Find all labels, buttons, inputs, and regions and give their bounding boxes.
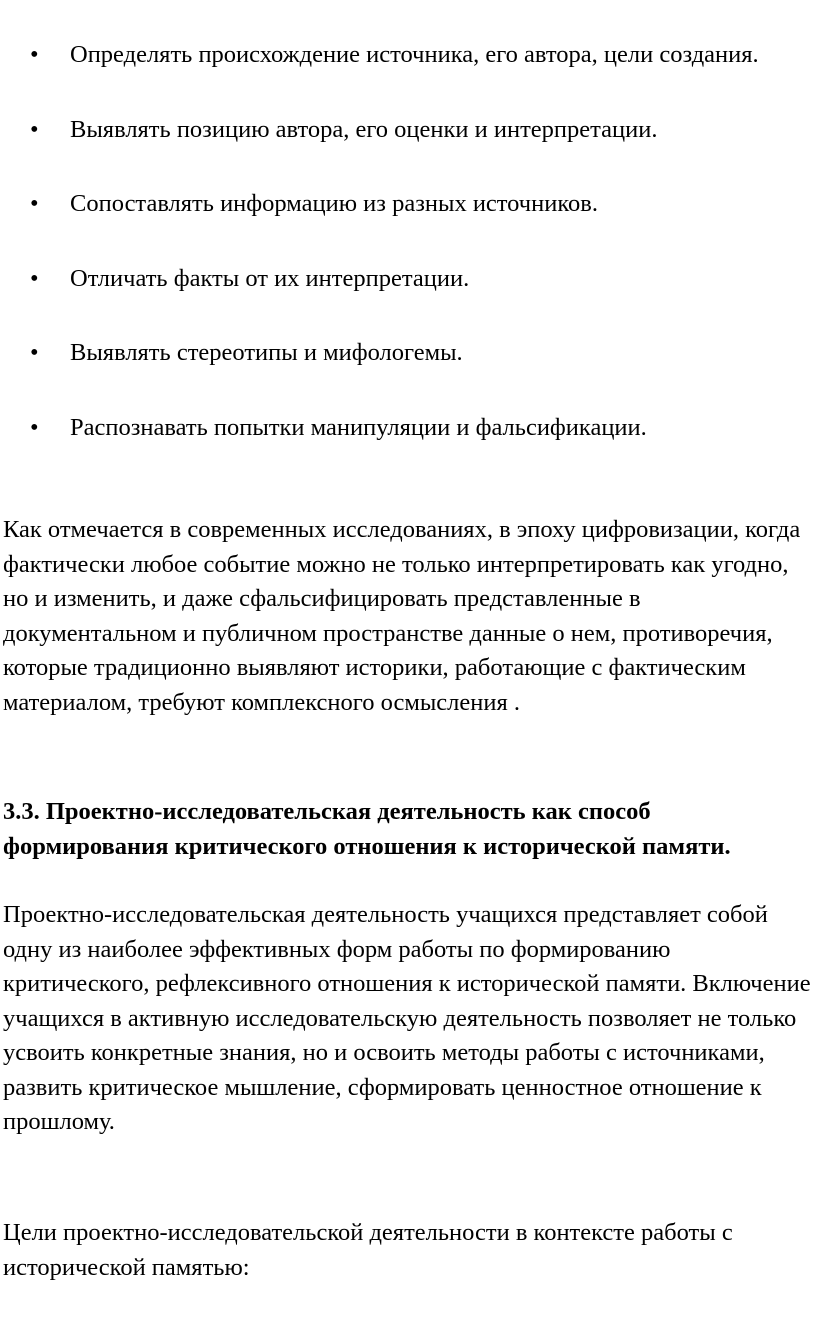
list-item: [0, 187, 816, 222]
paragraph-digitalization: Как отмечается в современных исследованиях, в эпоху цифровизации, когда фактически любое событие можно не только интерпретировать как угодно, но и изменить, и даже сфальсифицировать представленные в документальном и публичном пространстве данные о нем, противоречия, которые традиционно выявляют историки, работающие с фактическим материалом, требуют комплексного осмысления .: [3, 516, 801, 716]
bullet-icon: •: [30, 264, 39, 292]
section-heading: 3.3. Проектно-исследовательская деятельность как способ формирования критического отношения к исторической памяти.: [3, 798, 731, 860]
list-item-text: Распознавать попытки манипуляции и фальсификации.: [70, 413, 647, 441]
paragraph-goals-intro: Цели проектно-исследовательской деятельности в контексте работы с исторической памятью:: [3, 1219, 733, 1281]
list-item-text: Отличать факты от их интерпретации.: [70, 264, 470, 292]
list-item: [0, 113, 816, 148]
bullet-icon: •: [30, 190, 39, 217]
bullet-icon: •: [30, 413, 39, 441]
paragraph-project-research: Проектно-исследовательская деятельность учащихся представляет собой одну из наиболее эффективных форм работы по формированию критического, рефлексивного отношения к исторической памяти. Включение учащихся в активную исследовательскую деятельность позволяет не только усвоить конкретные знания, но и освоить методы работы с источниками, развить критическое мышление, сформировать ценностное отношение к прошлому.: [3, 901, 811, 1135]
bullet-icon: •: [30, 41, 39, 68]
list-item: [0, 262, 816, 297]
list-item-text: Выявлять позицию автора, его оценки и интерпретации.: [70, 115, 658, 143]
list-item: [0, 336, 816, 371]
bullet-icon: •: [30, 339, 39, 366]
list-item-text: Сопоставлять информацию из разных источников.: [70, 190, 598, 217]
list-item: [0, 411, 816, 446]
list-item-text: Выявлять стереотипы и мифологемы.: [70, 339, 463, 366]
bullet-icon: •: [30, 115, 39, 143]
list-item: [0, 38, 816, 73]
list-item-text: Определять происхождение источника, его автора, цели создания.: [70, 41, 759, 68]
skills-bullet-list: [0, 38, 816, 485]
